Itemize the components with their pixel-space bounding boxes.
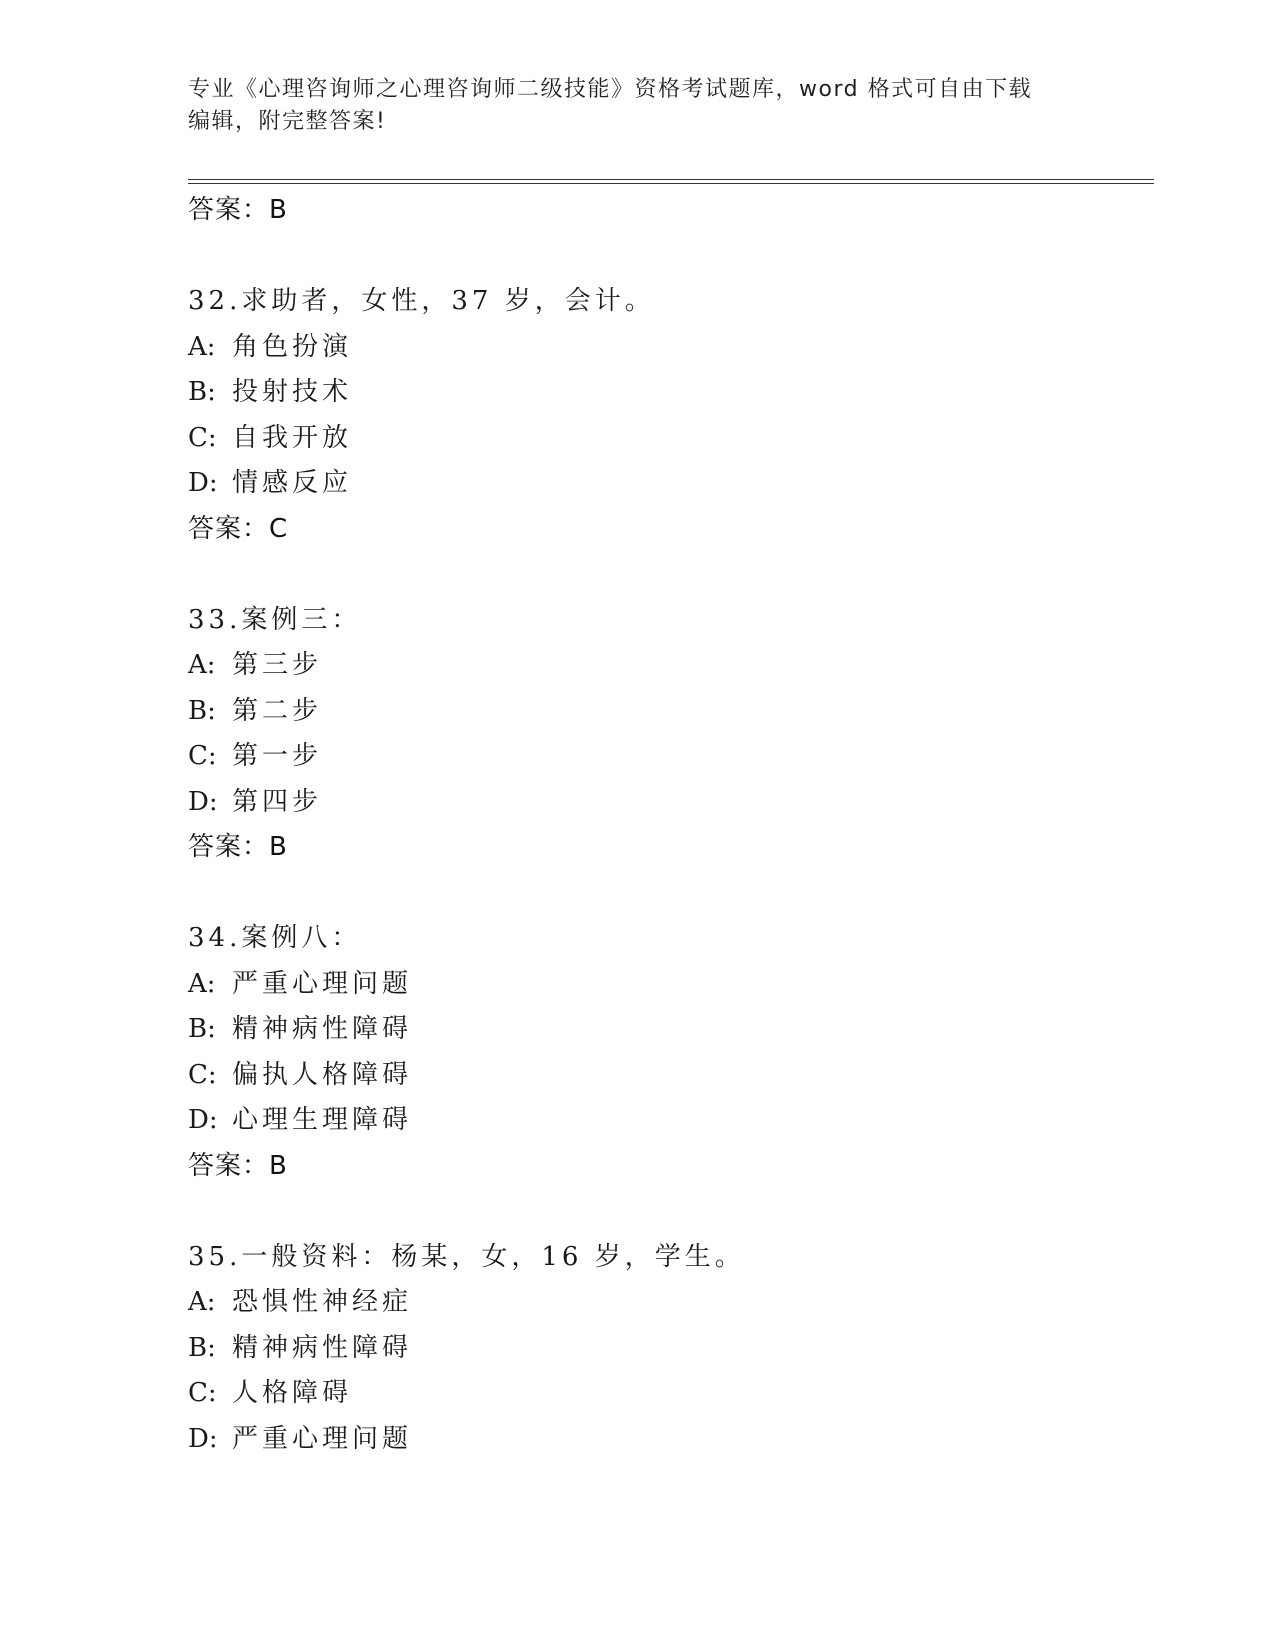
option-text: 严重心理问题 xyxy=(232,1423,413,1454)
option-letter: B: xyxy=(188,1014,216,1044)
option-c xyxy=(188,1053,1148,1099)
option-b xyxy=(188,1326,1148,1372)
option-letter: D: xyxy=(188,468,218,498)
option-text: 心理生理障碍 xyxy=(232,1105,413,1135)
option-a xyxy=(188,1280,1148,1326)
question-block xyxy=(188,279,1148,552)
answer-value: B xyxy=(269,832,288,862)
option-letter: A: xyxy=(188,1287,216,1317)
answer-value: C xyxy=(269,513,289,544)
answer-line xyxy=(188,188,1148,233)
option-text: 第三步 xyxy=(232,650,323,680)
option-text: 严重心理问题 xyxy=(232,968,413,999)
question-stem: 35.一般资料：杨某，女，16 岁，学生。 xyxy=(188,1241,745,1272)
document-header xyxy=(188,74,1068,138)
option-c xyxy=(188,734,1148,780)
option-text: 情感反应 xyxy=(232,468,353,498)
answer-value: B xyxy=(269,1150,288,1181)
option-letter: B: xyxy=(188,377,216,407)
option-text: 精神病性障碍 xyxy=(232,1014,413,1044)
answer-line xyxy=(188,825,1148,870)
question-stem: 33.案例三： xyxy=(188,604,362,635)
header-line-2: 编辑，附完整答案! xyxy=(188,109,387,134)
option-letter: D: xyxy=(188,786,218,817)
answer-label: 答案： xyxy=(188,832,270,862)
option-text: 角色扮演 xyxy=(232,331,353,362)
option-letter: A: xyxy=(188,968,216,999)
option-letter: C: xyxy=(188,1378,217,1408)
option-letter: C: xyxy=(188,1059,217,1090)
option-text: 第四步 xyxy=(232,786,323,817)
option-text: 人格障碍 xyxy=(232,1378,353,1408)
option-letter: A: xyxy=(188,331,216,362)
option-text: 自我开放 xyxy=(232,422,353,453)
answer-line xyxy=(188,1144,1148,1189)
answer-value: B xyxy=(269,195,288,225)
option-text: 第一步 xyxy=(232,741,323,771)
option-c xyxy=(188,416,1148,462)
option-letter: B: xyxy=(188,1332,216,1363)
question-block xyxy=(188,916,1148,1189)
option-b xyxy=(188,370,1148,416)
option-a xyxy=(188,962,1148,1008)
answer-label: 答案： xyxy=(188,1150,270,1181)
option-text: 投射技术 xyxy=(232,377,353,407)
option-text: 第二步 xyxy=(232,695,323,726)
question-stem: 32.求助者，女性，37 岁，会计。 xyxy=(188,286,655,316)
header-line-1: 专业《心理咨询师之心理咨询师二级技能》资格考试题库，word 格式可自由下载 xyxy=(188,77,1033,102)
option-b xyxy=(188,1007,1148,1053)
header-divider-top xyxy=(188,179,1154,180)
question-block xyxy=(188,1235,1148,1463)
option-letter: C: xyxy=(188,741,217,771)
option-letter: B: xyxy=(188,695,216,726)
option-c xyxy=(188,1371,1148,1417)
option-text: 恐惧性神经症 xyxy=(232,1287,413,1317)
option-letter: D: xyxy=(188,1105,218,1135)
option-b xyxy=(188,689,1148,735)
option-d xyxy=(188,780,1148,826)
question-block xyxy=(188,598,1148,871)
answer-label: 答案： xyxy=(188,513,270,544)
answer-line xyxy=(188,507,1148,552)
option-letter: A: xyxy=(188,650,216,680)
question-stem: 34.案例八： xyxy=(188,923,362,953)
option-letter: D: xyxy=(188,1423,218,1454)
option-text: 精神病性障碍 xyxy=(232,1332,413,1363)
header-divider-bottom xyxy=(188,183,1154,184)
option-text: 偏执人格障碍 xyxy=(232,1059,413,1090)
question-list xyxy=(188,188,1148,1462)
option-a xyxy=(188,325,1148,371)
option-d xyxy=(188,461,1148,507)
option-d xyxy=(188,1098,1148,1144)
option-a xyxy=(188,643,1148,689)
answer-label: 答案： xyxy=(188,195,270,225)
option-d xyxy=(188,1417,1148,1463)
option-letter: C: xyxy=(188,422,217,453)
